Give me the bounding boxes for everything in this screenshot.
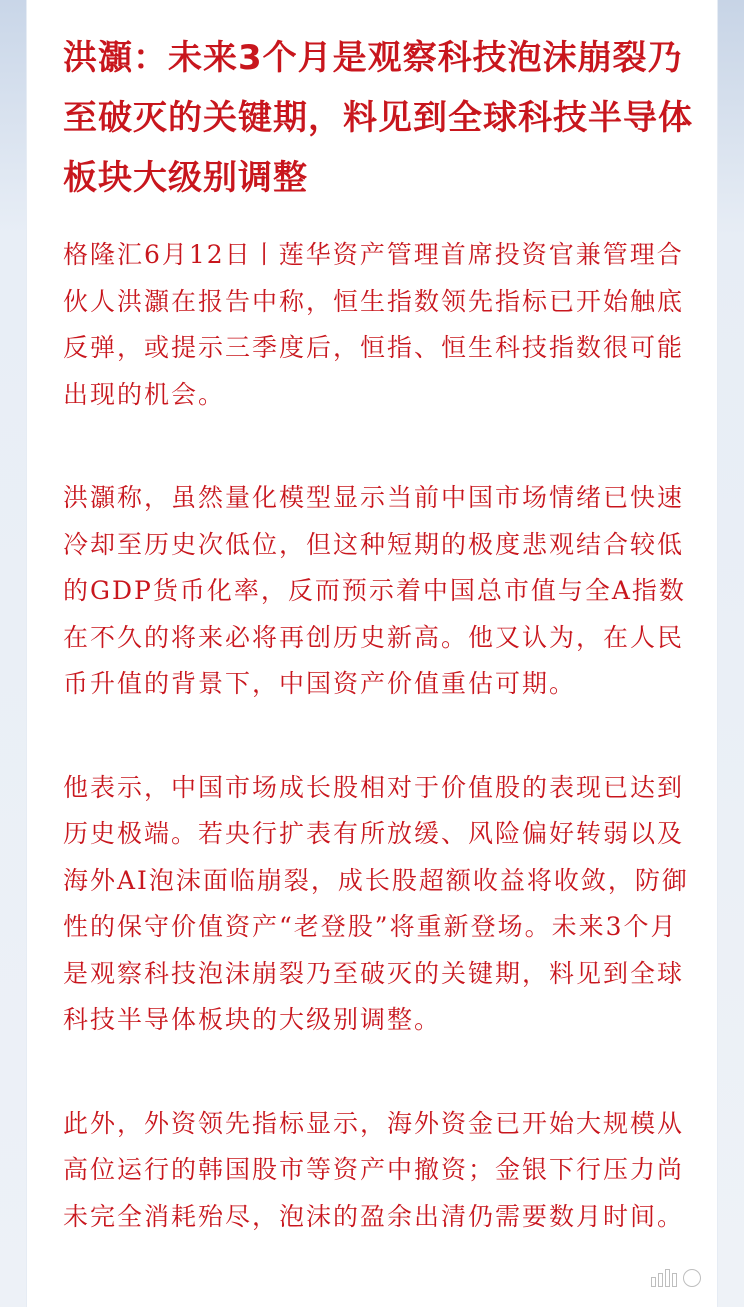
- article-paragraph-4: 此外，外资领先指标显示，海外资金已开始大规模从高位运行的韩国股市等资产中撤资；金银下行压力尚未完全消耗殆尽，泡沫的盈余出清仍需要数月时间。: [63, 1108, 685, 1231]
- background-right-strip: [718, 0, 744, 1307]
- article-paragraph-2: 洪灝称，虽然量化模型显示当前中国市场情绪已快速冷却至历史次低位，但这种短期的极度悲观结合较低的GDP货币化率，反而预示着中国总市值与全A指数在不久的将来必将再创历史新高。他又认为，在人民币升值的背景下，中国资产价值重估可期。: [63, 483, 686, 698]
- watermark: [651, 1269, 701, 1287]
- article-card: [27, 0, 717, 1307]
- article-paragraph-1: 格隆汇6月12日丨莲华资产管理首席投资官兼管理合伙人洪灝在报告中称，恒生指数领先指标已开始触底反弹，或提示三季度后，恒指、恒生科技指数很可能出现的机会。: [63, 240, 685, 409]
- platform-logo-icon: [683, 1269, 701, 1287]
- article-paragraph-3: 他表示，中国市场成长股相对于价值股的表现已达到历史极端。若央行扩表有所放缓、风险偏好转弱以及海外AI泡沫面临崩裂，成长股超额收益将收敛，防御性的保守价值资产“老登股”将重新登场。未来3个月是观察科技泡沫崩裂乃至破灭的关键期，料见到全球科技半导体板块的大级别调整。: [63, 772, 689, 1034]
- watermark-bars-icon: [651, 1269, 677, 1287]
- background-left-strip: [0, 0, 26, 1307]
- article-headline: 洪灝：未来3个月是观察科技泡沫崩裂乃至破灭的关键期，料见到全球科技半导体板块大级别调整: [63, 38, 693, 198]
